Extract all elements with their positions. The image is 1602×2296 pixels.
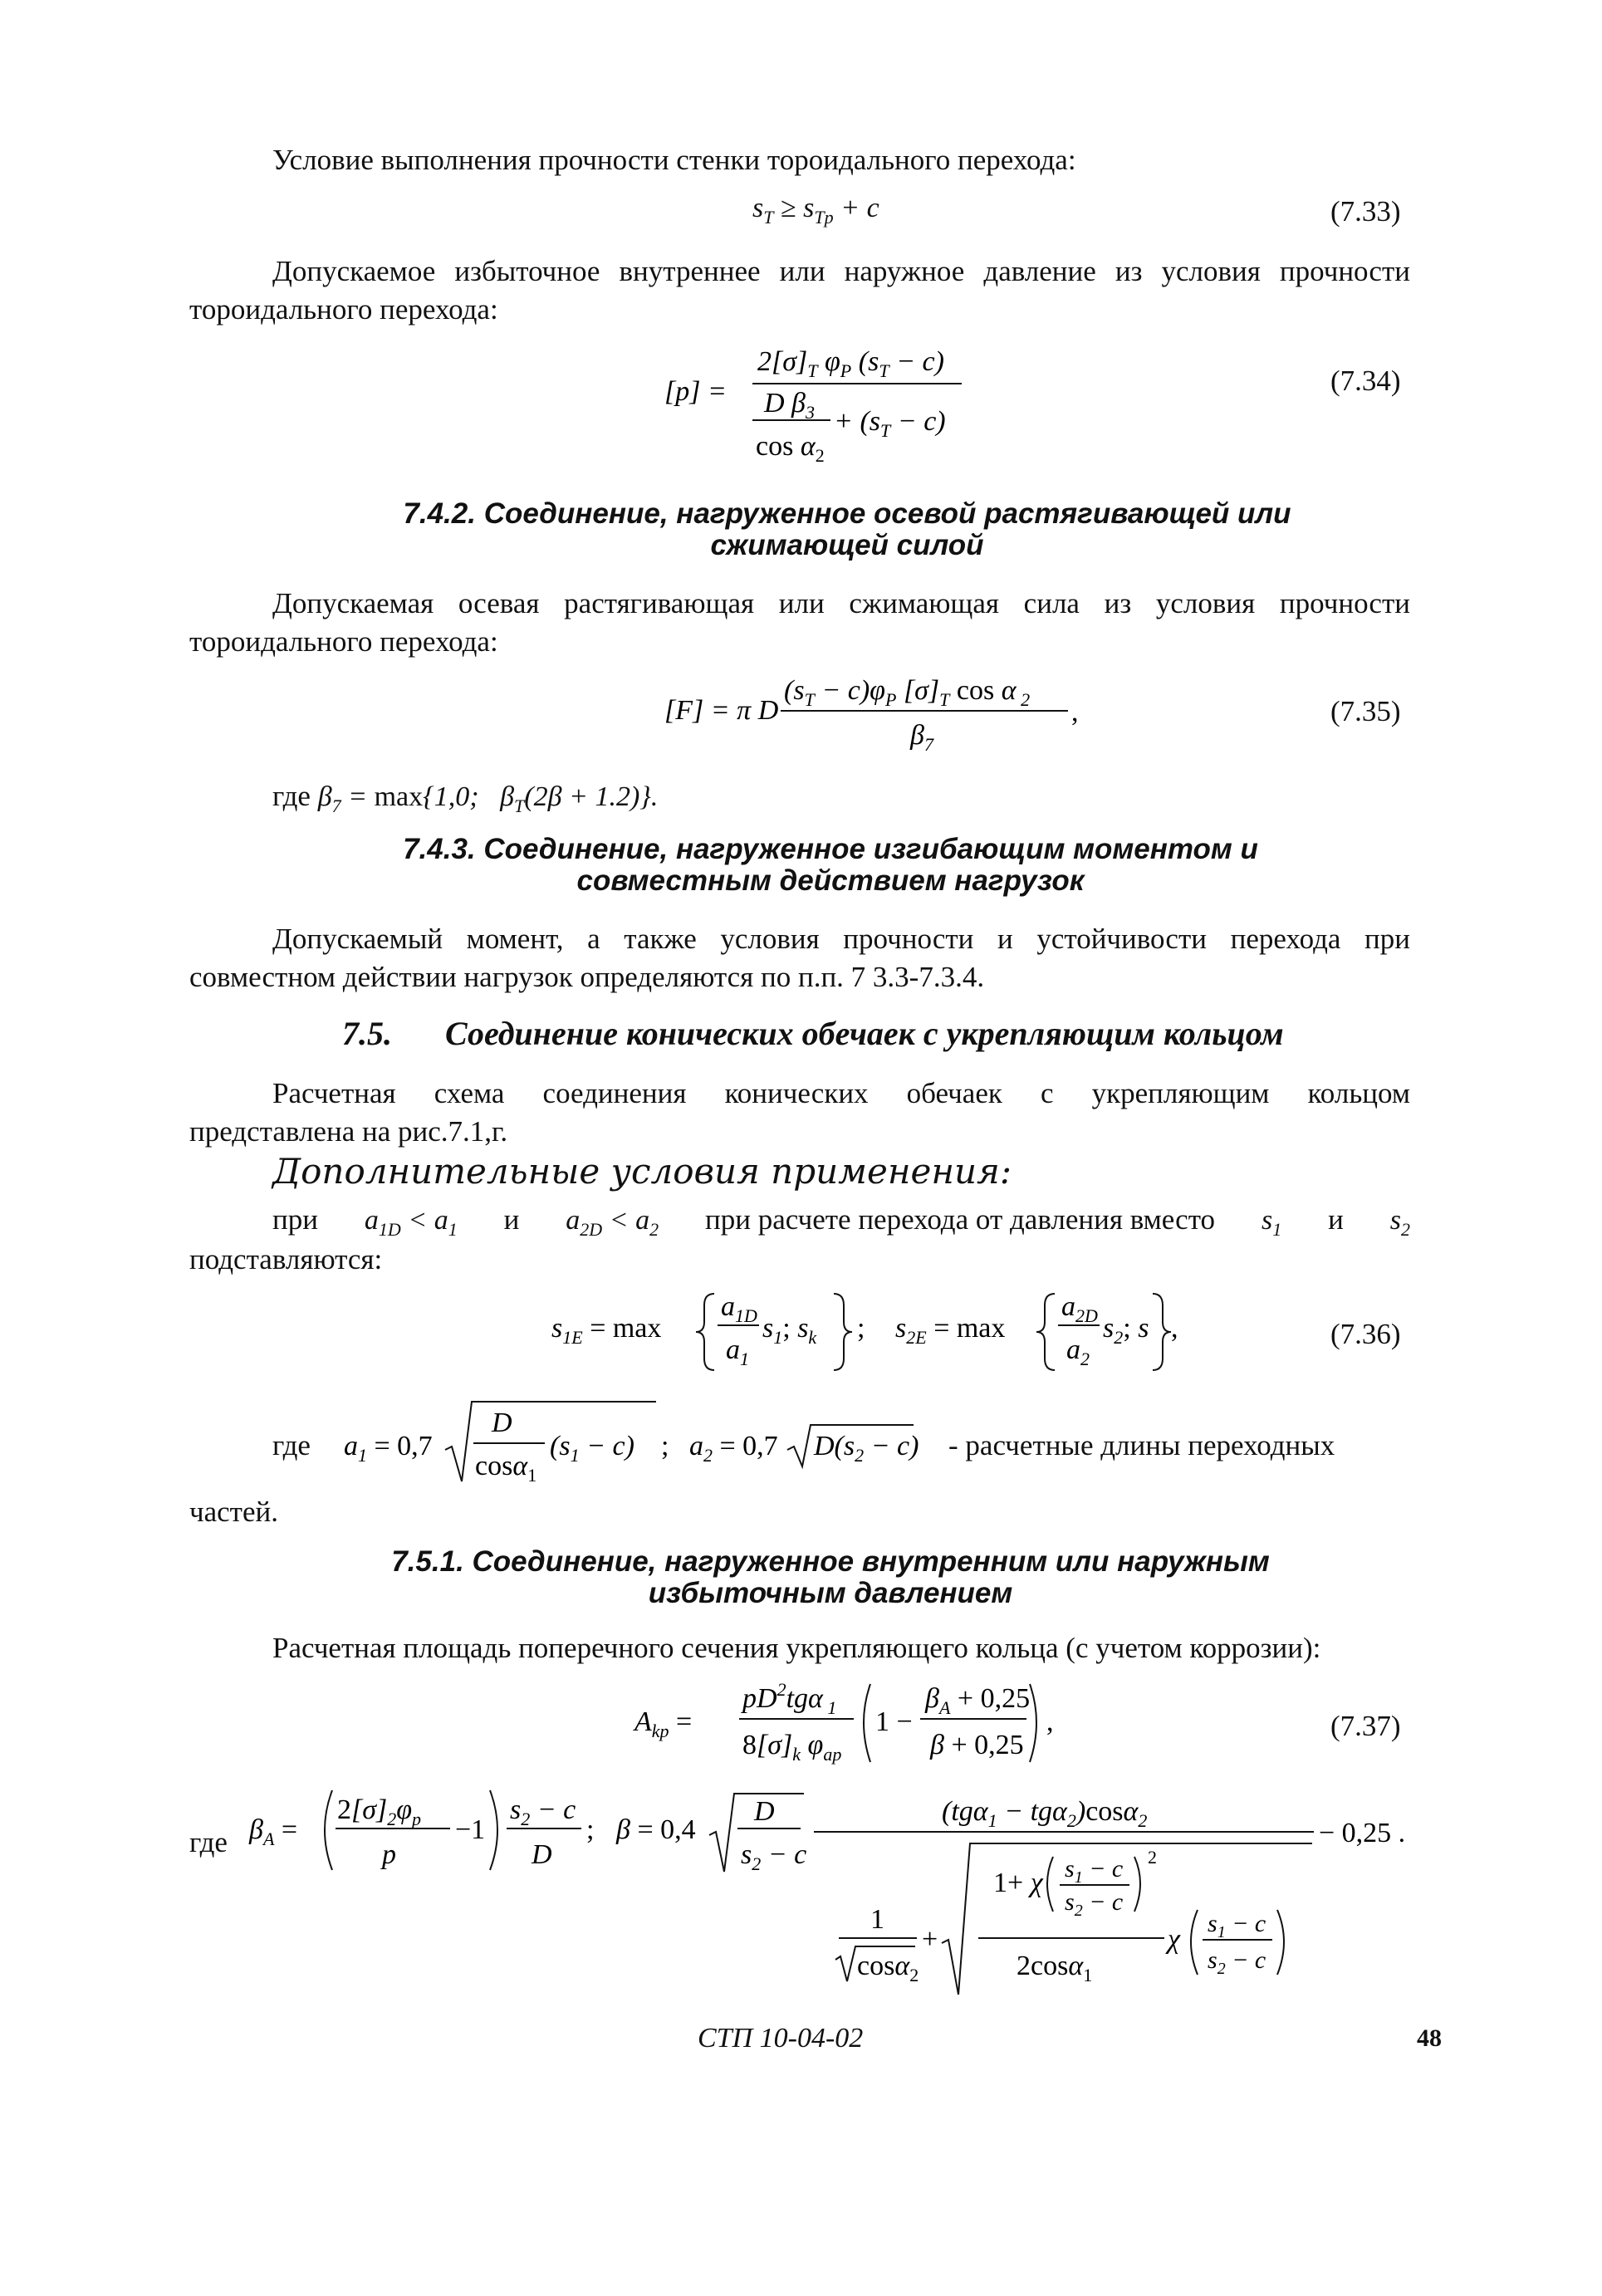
svg-text:cos α2: $\cos \alpha_2$	[756, 431, 825, 466]
svg-text:2: 2	[1148, 1847, 1157, 1868]
svg-text:s1 − c: $s_1 - c$	[1208, 1910, 1266, 1941]
section-heading-7-5-number: 7.5.	[342, 1015, 392, 1052]
equation-7-35	[661, 671, 1093, 762]
svg-text:s1; sk: $s_1$; $s_k$	[762, 1313, 817, 1348]
paragraph-toroid-strength-condition: Условие выполнения прочности стенки тороидального перехода:	[272, 144, 1076, 176]
section-heading-7-5-1-line2: избыточным давлением	[648, 1577, 1013, 1609]
definition-a-line2: частей.	[189, 1496, 278, 1528]
svg-text:s2 − c: $s_2 - c$	[741, 1839, 807, 1874]
condition-line: при $a_{1D} < a_1$ и $a_{2D} < a_2$ при расчете перехода от давления вместо $s_1$ и $s_2$	[272, 1203, 1410, 1240]
svg-text:;: ;	[586, 1814, 595, 1845]
svg-text:pD2tgα 1: $pD^2tg\alpha$ $_1$	[742, 1679, 837, 1718]
equation-7-36	[548, 1282, 1179, 1382]
svg-text:s2 − c: $s_2 - c$	[1065, 1888, 1124, 1920]
equation-7-37	[631, 1676, 1063, 1775]
equation-7-33: $s_T \ge s_{Tp} + c$	[752, 193, 879, 228]
svg-text:,: ,	[1046, 1706, 1054, 1737]
equation-number-7-37: (7.37)	[1330, 1710, 1401, 1742]
svg-text:βA + 0,25: $\beta_A + 0,25$	[925, 1683, 1031, 1718]
definition-beta7: где $\beta_7 = \max\{1,0$; $\beta_T(2\beta + 1.2)$}.	[272, 780, 659, 816]
equation-7-34	[661, 340, 993, 473]
svg-text:D: D	[532, 1839, 552, 1870]
svg-text:cosα2: cosα$_2$	[857, 1951, 919, 1985]
paragraph-allowed-axial-force: Допускаемая осевая растягивающая или сжимающая сила из условия прочности	[272, 587, 1410, 619]
definition-a1-a2-formula	[332, 1392, 930, 1491]
svg-text:1 −: 1 −	[875, 1706, 913, 1737]
svg-text:− 0,25 .: − 0,25 .	[1319, 1818, 1406, 1848]
svg-text:β + 0,25: β + 0,25	[930, 1730, 1024, 1760]
section-heading-7-4-3-line1: 7.4.3. Соединение, нагруженное изгибающим моментом и	[403, 833, 1258, 865]
svg-text:β7: $\beta_7$	[910, 720, 933, 755]
svg-text:1+ χ: 1+ χ	[993, 1868, 1043, 1898]
svg-text:8[σ]k φap: $8[\sigma]_k$ $\varphi_{ap}$	[742, 1730, 842, 1765]
svg-text:a1 = 0,7: $a_1 = 0,7$	[344, 1431, 433, 1466]
svg-text:s2 − c: $s_2 - c$	[510, 1794, 576, 1829]
paragraph-allowed-pressure: Допускаемое избыточное внутреннее или наружное давление из условия прочности	[272, 255, 1410, 287]
svg-text:2[σ]T φP (sT − c): $2[\sigma]_T$ $\varphi_P$ $(s_T - c)$	[757, 346, 944, 381]
svg-text:D: D	[492, 1407, 512, 1438]
svg-text:βA =: $\beta_A$ =	[249, 1814, 298, 1849]
svg-text:s1 − c: $s_1 - c$	[1065, 1855, 1124, 1887]
svg-text:1: 1	[870, 1904, 884, 1935]
definition-a-prefix: где	[272, 1429, 311, 1461]
footer-page-number: 48	[1417, 2024, 1442, 2052]
svg-text:s2 − c: $s_2 - c$	[1208, 1946, 1266, 1978]
paragraph-allowed-pressure-line2: тороидального перехода:	[189, 293, 498, 326]
equation-number-7-36: (7.36)	[1330, 1318, 1401, 1350]
svg-text:[F] = π D: [F] = π D	[664, 695, 779, 726]
section-heading-7-5-1-line1: 7.5.1. Соединение, нагруженное внутренним или наружным	[391, 1545, 1270, 1578]
svg-text:;: ;	[661, 1431, 669, 1461]
svg-text:a1: $a_1$	[726, 1334, 749, 1369]
svg-text:2cosα1: 2cosα$_1$	[1017, 1951, 1093, 1985]
paragraph-allowed-moment-line2: совместном действии нагрузок определяются по п.п. 7 3.3-7.3.4.	[189, 961, 985, 993]
svg-text:,: ,	[1171, 1313, 1178, 1344]
svg-text:+: +	[922, 1924, 938, 1955]
equation-number-7-33: (7.33)	[1330, 195, 1401, 228]
section-heading-7-5	[342, 1015, 1284, 1053]
svg-text:a2D: $a_{2D}$	[1061, 1291, 1098, 1326]
svg-text:χ: χ	[1168, 1924, 1180, 1955]
svg-text:s2E = max: $s_{2E} = \max$	[895, 1313, 1006, 1348]
footer-document-code: СТП 10-04-02	[698, 2023, 864, 2054]
paragraph-design-scheme-line2: представлена на рис.7.1,г.	[189, 1115, 508, 1148]
svg-text:,: ,	[1071, 697, 1079, 727]
svg-text:(tgα1 − tgα2)cosα2: (tgα$_1$ − tgα$_2$)cosα$_2$	[942, 1796, 1148, 1831]
section-heading-7-4-2-line1: 7.4.2. Соединение, нагруженное осевой растягивающей или	[403, 497, 1291, 530]
section-heading-7-4-2	[349, 498, 1345, 561]
svg-text:β = 0,4: β = 0,4	[616, 1814, 696, 1845]
svg-text:a1D: $a_{1D}$	[721, 1291, 757, 1326]
svg-text:Akp =: $A_{kp}$ =	[634, 1706, 693, 1741]
svg-text:2[σ]2φp: $2[\sigma]_2\varphi_p$	[337, 1794, 422, 1829]
svg-text:;: ;	[857, 1313, 865, 1344]
section-heading-7-4-3-line2: совместным действием нагрузок	[576, 864, 1085, 897]
equation-number-7-35: (7.35)	[1330, 695, 1401, 727]
svg-text:p: p	[382, 1839, 396, 1870]
paragraph-design-scheme: Расчетная схема соединения конических обечаек с укрепляющим кольцом	[272, 1077, 1410, 1109]
svg-text:(sT − c)φP [σ]T cos α 2: $(s_T - c)\varphi_P$ $[\sigma]_T$ cos α $_2$	[784, 675, 1031, 710]
paragraph-allowed-axial-force-line2: тороидального перехода:	[189, 625, 498, 658]
definition-beta-prefix: где	[189, 1826, 228, 1858]
svg-text:s2; s: $s_2$; s	[1103, 1313, 1149, 1348]
svg-text:+ (sT − c): + $(s_T - c)$	[834, 406, 946, 441]
definition-betaA-beta-formula	[246, 1785, 1408, 2001]
equation-number-7-34: (7.34)	[1330, 365, 1401, 397]
subheading-additional-conditions: Дополнительные условия применения:	[272, 1151, 1012, 1192]
svg-text:a2: $a_2$	[1066, 1334, 1090, 1369]
section-heading-7-5-1	[332, 1546, 1329, 1609]
paragraph-ring-cross-section: Расчетная площадь поперечного сечения укрепляющего кольца (с учетом коррозии):	[272, 1632, 1321, 1664]
paragraph-allowed-moment: Допускаемый момент, а также условия прочности и устойчивости перехода при	[272, 923, 1410, 955]
svg-text:a2 = 0,7: $a_2 = 0,7$	[689, 1431, 778, 1466]
svg-text:(s1 − c): $(s_1 - c)$	[550, 1431, 634, 1466]
section-heading-7-4-3	[332, 834, 1329, 897]
svg-text:[p] =: [p] =	[664, 376, 727, 407]
svg-text:D: D	[754, 1796, 775, 1827]
definition-a-suffix: - расчетные длины переходных	[948, 1429, 1335, 1461]
svg-text:−1: −1	[455, 1814, 486, 1845]
svg-text:D β3: D $\beta_3$	[764, 388, 815, 423]
svg-text:D(s2 − c): $D(s_2 - c)$	[814, 1431, 919, 1466]
section-heading-7-5-title: Соединение конических обечаек с укрепляющим кольцом	[445, 1015, 1284, 1052]
condition-line2: подставляются:	[189, 1243, 383, 1275]
section-heading-7-4-2-line2: сжимающей силой	[710, 529, 984, 561]
svg-text:cosα1: cosα$_1$	[475, 1451, 537, 1486]
svg-text:s1E = max: $s_{1E} = \max$	[551, 1313, 662, 1348]
